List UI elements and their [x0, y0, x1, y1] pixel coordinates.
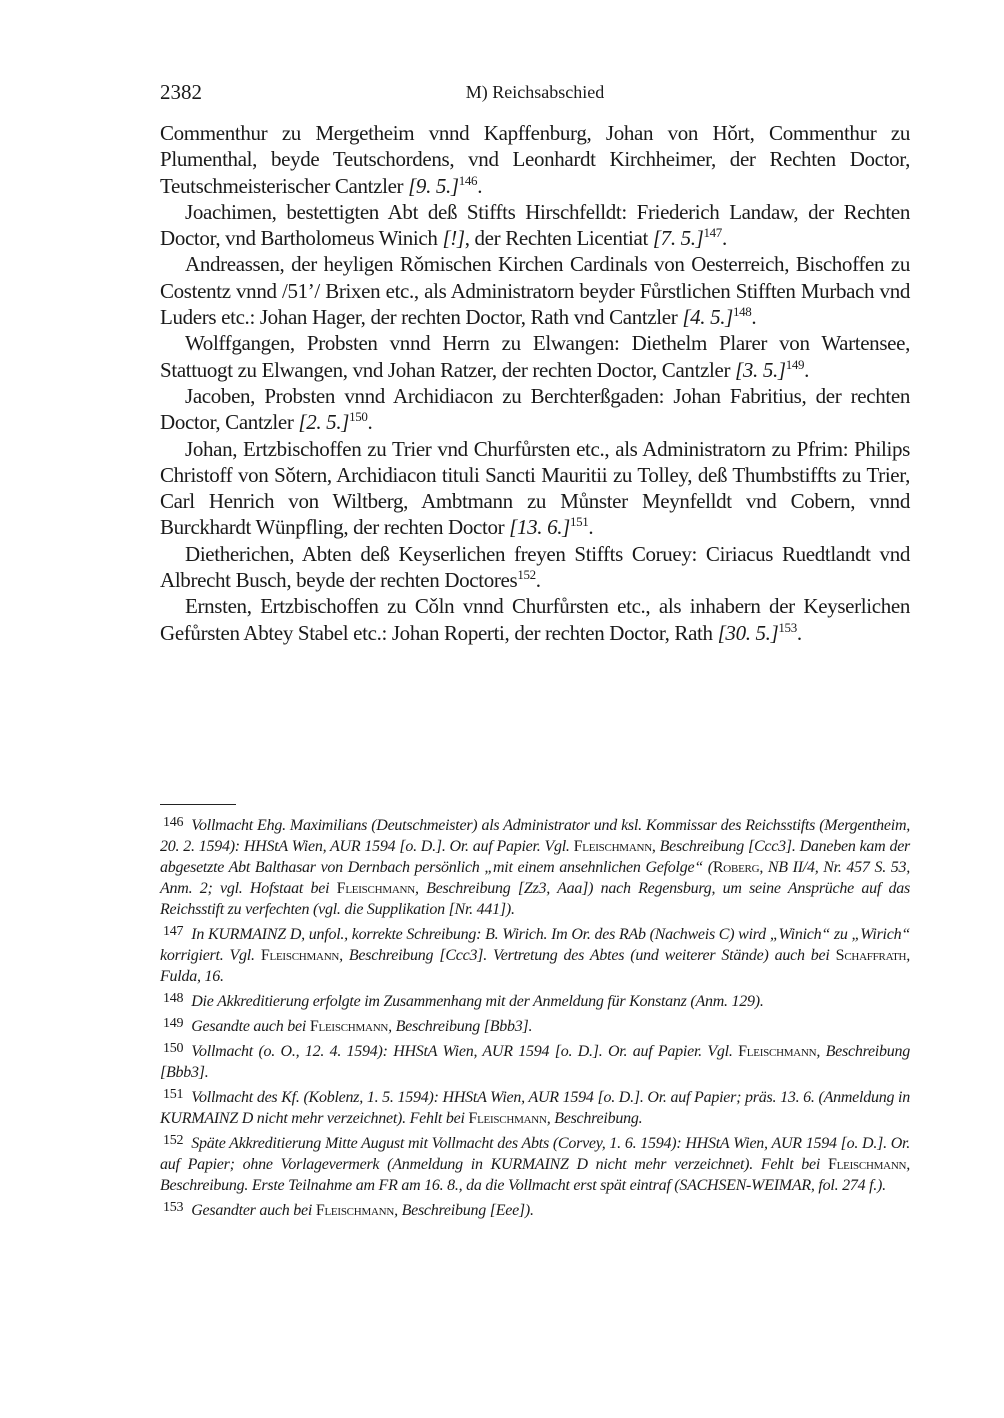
footnote-number: 148 [163, 991, 184, 1006]
footnote-reference: 152 [517, 567, 536, 583]
footnote-number: 152 [163, 1133, 184, 1148]
text-run: , NB II/4, Nr. 457 S. 53, Anm. 2; vgl. Hofstaat bei [160, 859, 911, 897]
text-run: , Beschreibung [Ccc3]. Vertretung des Abtes (und weiterer Stände) auch bei [339, 947, 836, 964]
paragraph [160, 199, 910, 252]
text-run: . [588, 515, 594, 540]
text-run: . [535, 568, 541, 593]
text-run: Joachimen, bestettigten Abt deß Stiffts Hirschfelldt: Friederich Landaw, der Rechten Doctor, vnd Bartholomeus Winich [160, 199, 910, 251]
footnote [160, 988, 910, 1012]
text-run: Andreassen, der heyligen Rǒmischen Kirchen Cardinals von Oesterreich, Bischoffen zu Costentz vnnd /51’/ Brixen etc., als Administratorn beyder Fůrstlichen Stifften Murbach vnd Luders etc.: Johan Hager, der rechten Doctor, Rath vnd Cantzler [160, 252, 910, 330]
text-run: [3. 5.] [735, 357, 786, 382]
paragraph [160, 436, 910, 541]
text-run: Gesandter auch bei [191, 1202, 316, 1219]
footnote-reference: 151 [569, 514, 589, 530]
text-run: . [367, 410, 373, 435]
text-run: . [751, 305, 757, 330]
footnote-number: 147 [163, 924, 184, 939]
footnote [160, 921, 910, 987]
text-run: . [796, 620, 802, 645]
text-run: , Beschreibung. Erste Teilnahme am FR am 16. 8., da die Vollmacht erst spät eintraf (SACHSEN-WEIMAR, fol. 274 f.). [160, 1156, 910, 1194]
footnote-reference: 153 [778, 619, 797, 635]
text-run: Commenthur zu Mergetheim vnnd Kapffenburg, Johan von Hǒrt, Commenthur zu Plumenthal, beyde Teutschordens, vnd Leonhardt Kirchheimer, der Rechten Doctor, Teutschmeisterischer Cantzler [160, 121, 910, 198]
text-run: [2. 5.] [298, 410, 350, 435]
text-run: . [721, 226, 727, 251]
footnote [160, 1130, 910, 1196]
text-run: , Beschreibung [Bbb3]. [388, 1018, 533, 1035]
footnote-number: 149 [163, 1016, 184, 1031]
paragraph [160, 330, 910, 383]
author-name: Fleischmann [260, 947, 340, 964]
paragraph [160, 120, 910, 199]
text-run: , Fulda, 16. [160, 947, 911, 985]
text-run: Vollmacht des Kf. (Koblenz, 1. 5. 1594): HHStA Wien, AUR 1594 [o. D.]. Or. auf Papier; präs. 13. 6. (Anmeldung in KURMAINZ D nicht mehr verzeichnet). Fehlt bei [160, 1089, 910, 1127]
footnote-reference: 147 [703, 225, 722, 241]
paragraph [160, 383, 910, 436]
text-run: , Beschreibung [Zz3, Aaa]) nach Regensburg, um seine Ansprüche auf das Reichsstift zu verfechten (vgl. die Supplikation [Nr. 441]). [160, 880, 910, 918]
author-name: Fleischmann [468, 1110, 547, 1127]
text-run: In KURMAINZ D, unfol., korrekte Schreibung: B. Wirich. Im Or. des RAb (Nachweis C) wird „Winich“ zu „Wirich“ korrigiert. Vgl. [160, 926, 910, 964]
text-run: Vollmacht Ehg. Maximilians (Deutschmeister) als Administrator und ksl. Kommissar des Reichsstifts (Mergentheim, 20. 2. 1594): HHStA Wien, AUR 1594 [o. D.]. Or. auf Papier. Vgl. [160, 817, 910, 855]
text-run: , Beschreibung [Eee]). [394, 1202, 534, 1219]
text-run: [4. 5.] [682, 305, 733, 330]
text-run: [7. 5.] [652, 226, 704, 251]
footnote [160, 1084, 910, 1129]
running-title: M) Reichsabschied [465, 82, 605, 102]
text-run: Ernsten, Ertzbischoffen zu Cǒln vnnd Churfůrsten etc., als inhabern der Keyserlichen Gefůrsten Abtey Stabel etc.: Johan Roperti, der rechten Doctor, Rath [160, 594, 910, 645]
paragraph [160, 251, 910, 330]
text-run: , Beschreibung. [546, 1110, 643, 1127]
author-name: Fleischmann [827, 1156, 907, 1173]
text-run: . [804, 357, 810, 382]
text-run: Gesandte auch bei [191, 1018, 310, 1035]
footnote [160, 1038, 910, 1083]
footnote-number: 146 [163, 815, 184, 830]
text-run: Beschreibung [Ccc3]. Daneben kam der abgesetzte Abt Balthasar von Dernbach persönlich „mit einem ansehnlichen Gefolge“ ( [160, 838, 911, 876]
text-run: Vollmacht (o. O., 12. 4. 1594): HHStA Wien, AUR 1594 [o. D.]. Or. auf Papier. Vgl. [191, 1043, 739, 1060]
author-name: Fleischmann [336, 880, 415, 897]
page-number: 2382 [160, 80, 202, 104]
footnote-reference: 146 [458, 172, 478, 188]
footnote-number: 150 [163, 1041, 184, 1056]
text-run: , der Rechten Licentiat [464, 226, 653, 251]
text-run: [!] [442, 226, 465, 251]
text-run: Wolffgangen, Probsten vnnd Herrn zu Elwangen: Diethelm Plarer von Wartensee, Stattuogt zu Elwangen, vnd Johan Ratzer, der rechten Doctor, Cantzler [160, 331, 910, 382]
footnote [160, 1013, 910, 1037]
author-name: Fleischmann [738, 1043, 817, 1060]
main-text [160, 120, 910, 646]
footnote [160, 1197, 910, 1221]
footnote [160, 812, 910, 920]
footnote-reference: 148 [732, 304, 752, 320]
author-name: Fleischmann [315, 1202, 395, 1219]
text-run: [9. 5.] [408, 173, 459, 198]
text-run: Jacoben, Probsten vnnd Archidiacon zu Berchterßgaden: Johan Fabritius, der rechten Doctor, Cantzler [160, 383, 910, 435]
text-run: Die Akkreditierung erfolgte im Zusammenhang mit der Anmeldung für Konstanz (Anm. 129). [191, 993, 764, 1010]
page-header [160, 80, 910, 108]
footnotes [160, 812, 910, 1222]
footnote-number: 151 [163, 1087, 184, 1102]
author-name: Fleischmann [309, 1018, 389, 1035]
footnote-rule [160, 804, 236, 805]
text-run: [13. 6.] [509, 515, 570, 540]
author-name: Fleischmann [573, 838, 652, 855]
paragraph [160, 593, 910, 646]
text-run: Dietherichen, Abten deß Keyserlichen freyen Stiffts Coruey: Ciriacus Ruedtlandt vnd Albrecht Busch, beyde der rechten Doctores [160, 541, 910, 593]
text-run: Späte Akkreditierung Mitte August mit Vollmacht des Abts (Corvey, 1. 6. 1594): HHStA Wien, AUR 1594 [o. D.]. Or. auf Papier; ohne Vorlagevermerk (Anmeldung in KURMAINZ D nicht mehr verzeichnet). Fehlt bei [160, 1135, 910, 1173]
author-name: Roberg [712, 859, 760, 876]
footnote-number: 153 [163, 1200, 184, 1215]
footnote-reference: 149 [785, 356, 805, 372]
text-run: Johan, Ertzbischoffen zu Trier vnd Churfůrsten etc., als Administratorn zu Pfrim: Philips Christoff von Sǒtern, Archidiacon tituli Sancti Mauritii zu Tolley, deß Thumbstiffts zu Trier, Carl Henrich von Wiltberg, Ambtmann zu Můnster Meynfelldt vnd Cobern, vnnd Burckhardt Wünpfling, der rechten Doctor [160, 436, 910, 540]
footnote-reference: 150 [349, 409, 368, 425]
text-run: . [477, 173, 483, 198]
author-name: Schaffrath [835, 947, 907, 964]
paragraph [160, 541, 910, 594]
text-run: , Beschreibung [Bbb3]. [160, 1043, 910, 1081]
text-run: [30. 5.] [717, 620, 779, 645]
text-run: , [651, 838, 660, 855]
